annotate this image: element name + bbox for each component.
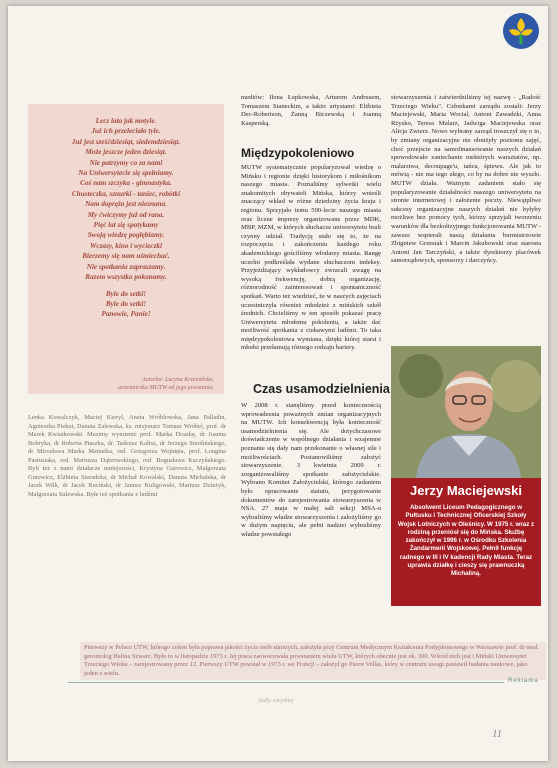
- poem-closing-line: Byle do setki!: [105, 299, 147, 308]
- poem-line: Bierzemy się nam uśmiechać.: [82, 252, 170, 261]
- poem-line: Może jeszcze jeden dziesiąt.: [85, 148, 167, 157]
- poem-line: Już ich przeleciało tyle.: [91, 127, 161, 136]
- poem-author: Autorka: Lucyna Krzemińska,: [142, 377, 214, 383]
- faint-footer-mark: Jadły wiejskiej: [258, 698, 294, 704]
- divider-line: [68, 682, 504, 683]
- poem-line: Lecz lata jak motyle.: [95, 117, 157, 125]
- poem-line: Nie patrzymy co za nami: [89, 158, 163, 167]
- history-note: [80, 642, 546, 680]
- poem-line: Wczasy, kino i wycieczki: [90, 241, 162, 250]
- heading-miedzypokoleniowo: Międzypokoleniowo: [241, 146, 355, 160]
- portrait-illustration: [391, 346, 541, 478]
- poem-line: Nam dopręża jest nieznana.: [85, 200, 167, 209]
- heading-czas-usamodzielnienia: Czas usamodzielnienia: [253, 382, 390, 396]
- mid-top-paragraph: mediów: Ilona Łepkowska, Arturem Andrusem, Tomaszem Sianeckim, a także artystami: Elżbieta Dec-Robertson, Żanną Biczewską i Joanną Kasperską.: [241, 94, 381, 127]
- history-note-text: Pierwszy w Polsce UTW, którego celem była poprawa jakości życia osób starszych, założyła przy Centrum Medycznym Kształcenia Podyplomowego w Warszawie prof. dr med. gerontolog Halina Szwarc. Było to w listopadzie 1975 r. Jej praca zaowocowała powstaniem wielu UTW, których obecnie jest ok. 300. Wśród nich jest i Miński Uniwersytet Trzeciego Wieku – zarejestrowany przez 12. Pierwszy UTW powstał w 1973 r. we Francji – założył go Pierre Vellas, który w centrum uwagi postawił badania naukowe, jako jeden z wielu.: [84, 644, 539, 677]
- reklama-label: Reklama: [508, 678, 539, 684]
- utw-logo-icon: [500, 10, 542, 52]
- poem-box: [28, 104, 224, 394]
- bio-box: [391, 478, 541, 606]
- right-paragraph: stowarzyszenia i zatwierdziliśmy tej nazwę - „Radość Trzeciego Wieku". Członkami zarządu zostali: Jerzy Maciejewski, Maria Wocial, Antoni Zawadzki, Anna Rżysko, Teresa Mularz, Jadwiga Maciejewska oraz Alicja Zwierz. Nowo wybrany zarząd troszczył się o to, by zmiany organizacyjne nie obniżyły poziomu zajęć, choć przejście na samofinansowanie naszych działań spowodowało zaniechanie niektórych warsztatów, np. malarstwa, decoupage'u, tańca, śpiewu. Ale jak to mówią - nie ma tego złego, co by na dobre nie wyszło. MUTW działa. Ważnym zadaniem stało się popularyzowanie działalności naszego uniwersytetu na stronie internetowej i założenie poczty. Niewątpliwe sukcesy organizacyjne naszych działań nie byłyby możliwe bez pomocy tych, którzy sprzyjali tworzeniu warunków dla bezkolizyjnego funkcjonowania MUTW - zawsze wspierali naszą działania burmistrzowie Zbigniew Grzesiak i Marcin Jakubowski oraz starosta Antoni Jan Tarczyński, a także dyrektorzy placówek samorządowych, sponsorzy i darczyńcy.: [391, 94, 541, 265]
- poem-line: Na Uniwersytecie się spełniamy.: [78, 169, 174, 178]
- right-column: [391, 94, 541, 266]
- poem-line: Nie spotkania zapraszamy.: [86, 262, 166, 271]
- poem-line: Coś nam szczyka - gimnastyka.: [80, 179, 172, 188]
- portrait-photo: [391, 346, 541, 478]
- guests-list-text: [28, 414, 226, 499]
- mid-column-1: [241, 164, 381, 353]
- poem-line: Razem wszystko pokonamy.: [85, 273, 167, 282]
- poem-closing-line: Panowie, Panie!: [101, 310, 151, 319]
- poem-author-role: uczestniczka MUTW od jego powstania.: [117, 385, 214, 391]
- poem-closing-line: Byle do setki!: [105, 289, 147, 298]
- mid-paragraph-1: MUTW systematycznie popularyzował wiedzę o Mińsku i regionie dzięki historykom i miłośnikom naszego miasta. Poznaliśmy sylwetki wielu znakomitych obywateli Mińska, którzy wnieśli znaczący wkład w różne dziedziny życia kraju i regionu. Sprzyjało temu 590-lecie naszego miasta oraz liczne imprezy organizowane przez MDK, MBP, MZM, w których słuchacze uniwersytetu brali czynny udział. Tradycją stało się to, że na rozpoczęciu i zakończeniu każdego roku akademickiego gościliśmy włodarzy miasta. Rangę uczelni podkreślała wydane słuchaczom indeksy. Przyjeżdżający wykładowcy zwracali uwagę na wysoką frekwencję, dobrą organizację, różnorodność zainteresowań i spontaniczność spotkań. Warto też wiedzieć, że w naszych zajęciach uczestniczyła również młodzież z mińskich szkół średnich. Chcieliśmy w ten sposób pokazać pracę Uniwersytetu młodemu pokoleniu, a także dać możliwość spotkania z ciekawymi ludźmi. To taka międzypokoleniowa wymiana, dzięki której starsi i młodsi przełamują różnego rodzaju bariery.: [241, 164, 381, 352]
- bio-text: Absolwent Liceum Pedagogicznego w Pułtusku i Technicznej Oficerskiej Szkoły Wojsk Lotniczych w Oleśnicy. W 1975 r. wraz z rodziną przeniósł się do Mińska. Służbę zakończył w 1996 r. w Ośrodku Szkolenia Żandarmerii Wojskowej. Pełnił funkcję radnego w III i IV kadencji Rady Miasta. Teraz uprawia działkę i cieszy się prawnuczką Michaliną.: [397, 504, 535, 578]
- poem-line: Pięć lat się spotykamy: [93, 221, 159, 230]
- mid-paragraph-2: W 2008 r. stanęliśmy przed koniecznością wprowadzenia poważnych zmian organizacyjnych na MUTW. Ich konsekwencją była konieczność usamodzielnienia się. Ale dotychczasowe doświadczenie w wspólnego działania i wzajemne poznanie się dały nam przekonanie o własnej sile i możliwościach. Postanowiliśmy założyć stowarzyszenie. 3 kwietnia 2009 r. zorganizowaliśmy spotkanie założycielskie. Wybrano Komitet Założycielski, którego zadaniem było opracowanie statutu, przygotowanie dokumentów do zarejestrowania stowarzyszenia w NSA. 27 maja w małej sali sekcji MSA-u wybraliśmy władze stowarzyszenia i założyliśmy go w dużym napięciu, ale pełni nadziei wybraliśmy władze powstałego: [241, 402, 381, 538]
- bio-name: Jerzy Maciejewski: [409, 483, 523, 498]
- mid-column-2: [241, 402, 381, 540]
- poem-line: Chusteczka, sznurki - taniec, robótki: [71, 189, 181, 198]
- poem-line: Swoją wiedzę pogłębiamy.: [87, 231, 165, 240]
- page-number: 11: [492, 728, 503, 740]
- poem-text: [38, 116, 214, 320]
- mid-column-top: [241, 94, 381, 128]
- magazine-page: [8, 6, 548, 761]
- poem-line: My ćwiczymy już od rana.: [87, 210, 165, 219]
- guests-paragraph: Lenka Kowalczyk, Maciej Kieryl, Aneta Wróblewska, Jana Palladin, Agnieszka Piekut, Danuta Zalewska, ks. misjonarz Tomasz Wróbel, prof. dr Marek Kwiatkowski. Musimy wymienić prof. Marka Doszkę, dr Joanna Bobryka, dr Roberta Ptaszka, dr. Tadeusz Kalisz, dr Jerzego Smolińskiego, dr Mirosława Marka Matusika, red. Grzegorza Wojnięta, prof. Longina Pastusiaka, red. Mariusza Dąbrowskiego, red. Bogusława Kaczyńskiego. Byli też z nami działacze mniejszości, Krystyna Gurowicz, Małgorzata Gurewicz, Elżbieta Sieradzka, dr Michał Kowalski, Danuta Michalska, dr Jacek Wilk, dr Jacek Ruciński, dr Janusz Kuligowski, Mariusz Dzieżyk, Małgorzata Sulewska. Byłe też spotkania z ludźmi: [28, 414, 226, 498]
- poem-line: Już jest sześćdziesiąt, siedemdziesiąt.: [71, 137, 181, 146]
- poem-credit: [38, 376, 214, 392]
